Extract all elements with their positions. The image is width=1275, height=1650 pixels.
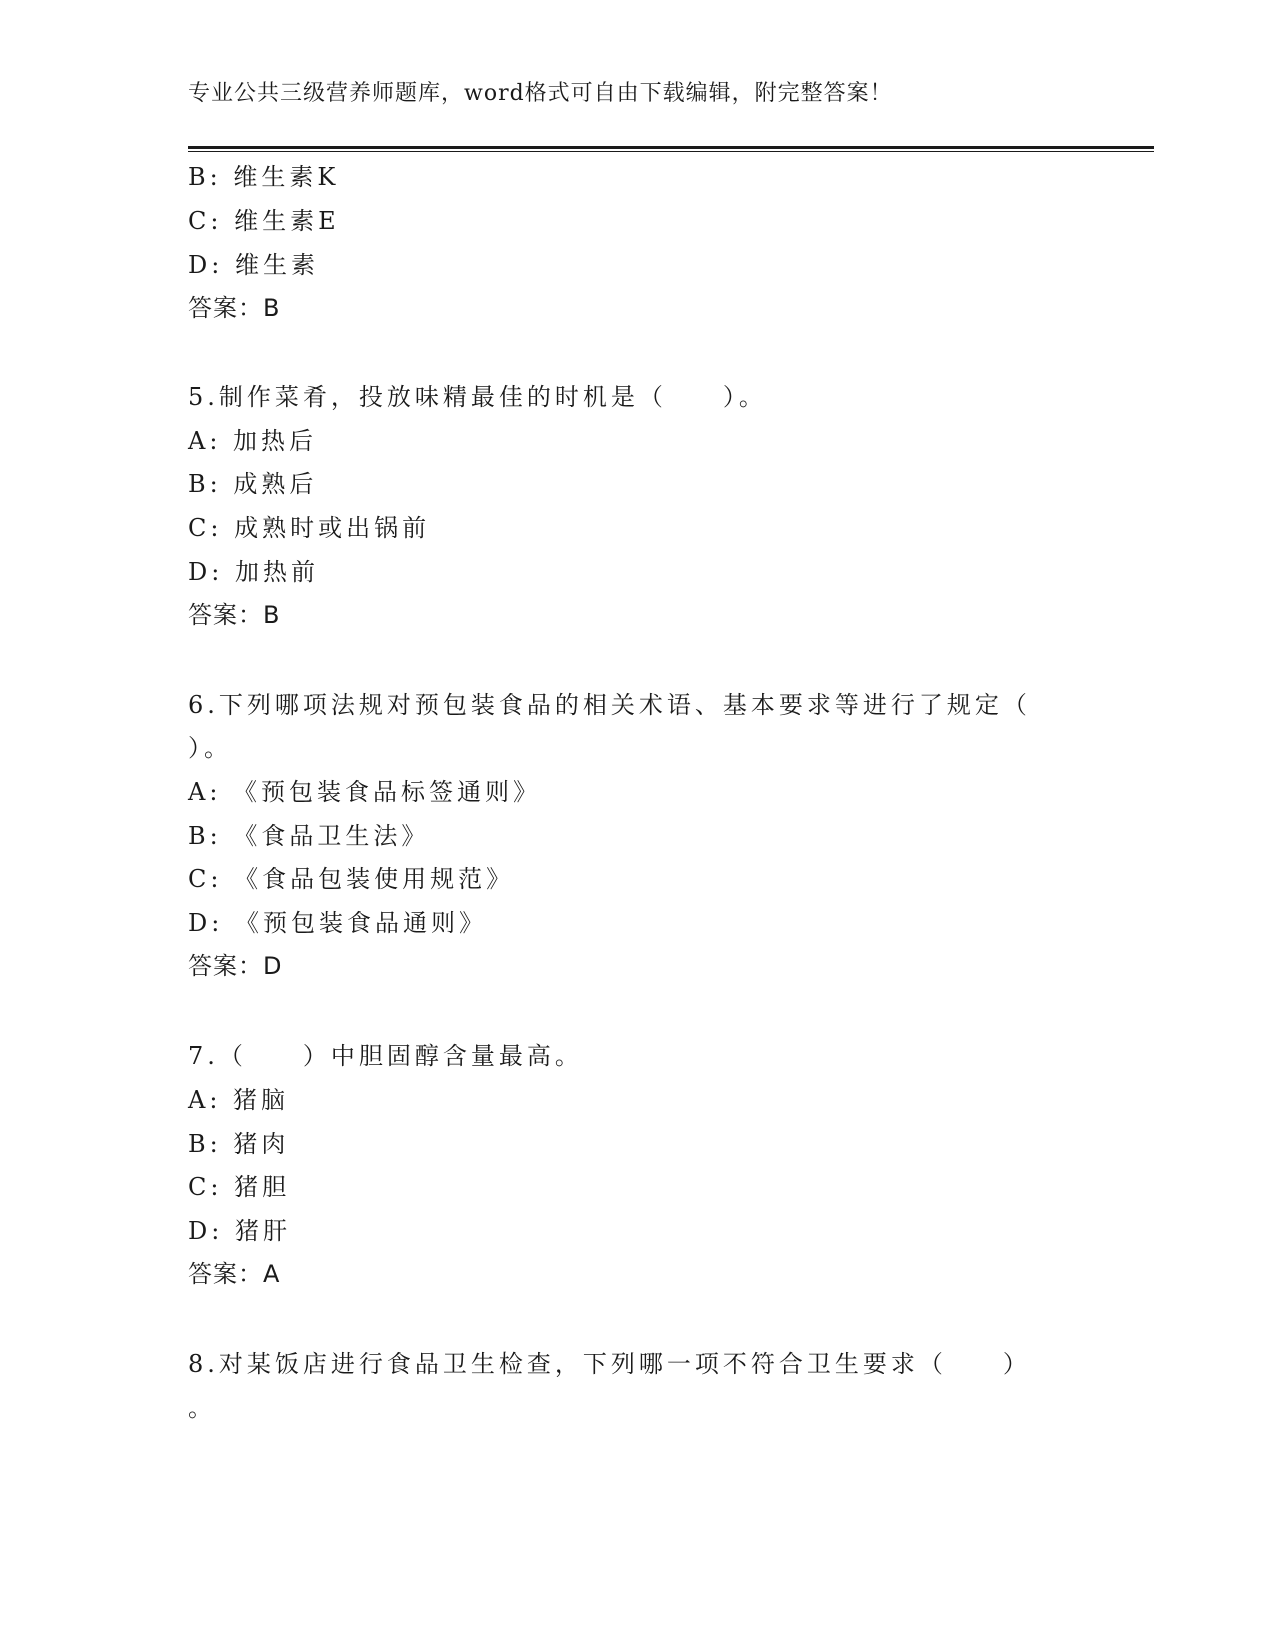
q6-option-a: A: 《预包装食品标签通则》 — [188, 778, 542, 806]
q4-answer: 答案：B — [188, 294, 281, 322]
q7-option-b: B: 猪肉 — [188, 1130, 290, 1158]
header-divider-thin — [188, 151, 1154, 152]
q7-option-a: A: 猪脑 — [188, 1086, 290, 1114]
q7-option-d: D: 猪肝 — [188, 1217, 291, 1245]
q7-option-c: C: 猪胆 — [188, 1173, 291, 1201]
q6-stem-line1: 6.下列哪项法规对预包装食品的相关术语、基本要求等进行了规定（ — [188, 691, 1031, 719]
q6-answer: 答案：D — [188, 952, 283, 980]
q7-answer: 答案：A — [188, 1260, 281, 1288]
page-header: 专业公共三级营养师题库，word格式可自由下载编辑，附完整答案！ — [188, 81, 893, 106]
q5-answer: 答案：B — [188, 601, 281, 629]
q5-option-d: D: 加热前 — [188, 558, 319, 586]
header-divider-thick — [188, 146, 1154, 149]
q5-stem: 5.制作菜肴，投放味精最佳的时机是（ ）。 — [188, 383, 767, 411]
q6-option-c: C: 《食品包装使用规范》 — [188, 865, 515, 893]
q6-option-b: B: 《食品卫生法》 — [188, 822, 430, 850]
q8-stem-line2: 。 — [188, 1394, 216, 1422]
q8-stem-line1: 8.对某饭店进行食品卫生检查，下列哪一项不符合卫生要求（ ） — [188, 1350, 1031, 1378]
q5-option-a: A: 加热后 — [188, 427, 318, 455]
q4-option-b: B: 维生素K — [188, 163, 340, 191]
q5-option-b: B: 成熟后 — [188, 470, 318, 498]
q6-option-d: D: 《预包装食品通则》 — [188, 909, 487, 937]
q6-stem-line2: ）。 — [188, 734, 232, 762]
q4-option-d: D: 维生素 — [188, 251, 319, 279]
q4-option-c: C: 维生素E — [188, 207, 340, 235]
q7-stem: 7.（ ）中胆固醇含量最高。 — [188, 1042, 583, 1070]
q5-option-c: C: 成熟时或出锅前 — [188, 514, 431, 542]
